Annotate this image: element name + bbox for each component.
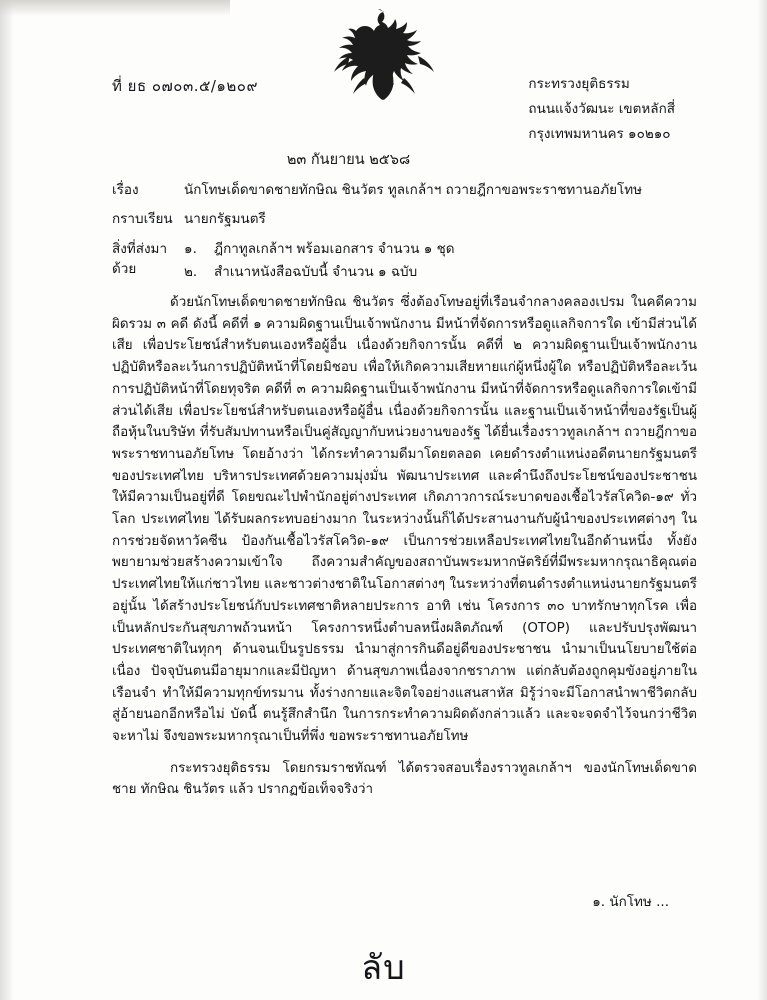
letter-fields xyxy=(112,180,695,294)
body-paragraph-2: กระทรวงยุติธรรม โดยกรมราชทัณฑ์ ได้ตรวจสอบเรื่องราวทูลเกล้าฯ ของนักโทษเด็ดขาดชาย ทักษิณ ชินวัตร แล้ว ปรากฏข้อเท็จจริงว่า xyxy=(112,760,697,798)
enclosure-item xyxy=(184,239,695,259)
garuda-emblem-icon xyxy=(324,8,444,100)
subject-row xyxy=(112,180,695,200)
enclosure-label: สิ่งที่ส่งมาด้วย xyxy=(112,240,168,277)
letterhead-line-3: กรุงเทพมหานคร ๑๐๒๑๐ xyxy=(528,125,671,142)
classification-stamp: ลับ xyxy=(361,948,406,988)
letter-body xyxy=(112,292,697,803)
subject-value: นักโทษเด็ดขาดชายทักษิณ ชินวัตร ทูลเกล้าฯ ถวายฎีกาขอพระราชทานอภัยโทษ xyxy=(184,182,643,198)
enclosure-item xyxy=(184,262,695,282)
document-date: ๒๓ กันยายน ๒๕๖๘ xyxy=(286,152,411,168)
enclosure-item-number: ๑. xyxy=(184,240,197,257)
enclosure-item-text: สำเนาหนังสือฉบับนี้ จำนวน ๑ ฉบับ xyxy=(214,263,418,280)
body-paragraph-1: ด้วยนักโทษเด็ดขาดชายทักษิณ ชินวัตร ซึ่งต้องโทษอยู่ที่เรือนจำกลางคลองเปรม ในคดีความผิดรวม ๓ คดี ดังนี้ คดีที่ ๑ ความผิดฐานเป็นเจ้าพนักงาน มีหน้าที่จัดการหรือดูแลกิจการใด เข้ามีส่วนได้เสีย เพื่อประโยชน์สำหรับตนเองหรือผู้อื่น เนื่องด้วยกิจการนั้น คดีที่ ๒ ความผิดฐานเป็นเจ้าพนักงาน ปฏิบัติหรือละเว้นการปฏิบัติหน้าที่โดยมิชอบ เพื่อให้เกิดความเสียหายแก่ผู้หนึ่งผู้ใด หรือปฏิบัติหรือละเว้นการปฏิบัติหน้าที่โดยทุจริต คดีที่ ๓ ความผิดฐานเป็นเจ้าพนักงาน มีหน้าที่จัดการหรือดูแลกิจการใดเข้ามีส่วนได้เสีย เพื่อประโยชน์สำหรับตนเองหรือผู้อื่น เนื่องด้วยกิจการนั้น และฐานเป็นเจ้าหน้าที่ของรัฐเป็นผู้ถือหุ้นในบริษัท ที่รับสัมปทานหรือเป็นคู่สัญญากับหน่วยงานของรัฐ ได้ยื่นเรื่องราวทูลเกล้าฯ ถวายฎีกาขอพระราชทานอภัยโทษ โดยอ้างว่า ได้กระทำความดีมาโดยตลอด เคยดำรงตำแหน่งอดีตนายกรัฐมนตรีของประเทศไทย บริหารประเทศด้วยความมุ่งมั่น พัฒนาประเทศ และคำนึงถึงประโยชน์ของประชาชนให้มีความเป็นอยู่ที่ดี โดยขณะไปพำนักอยู่ต่างประเทศ เกิดภาวการณ์ระบาดของเชื้อไวรัสโควิด-๑๙ ทั่วโลก ประเทศไทย ได้รับผลกระทบอย่างมาก ในระหว่างนั้นก็ได้ประสานงานกับผู้นำของประเทศต่างๆ ในการช่วยจัดหาวัคซีน ป้องกันเชื้อไวรัสโควิด-๑๙ เป็นการช่วยเหลือประเทศไทยในอีกด้านหนึ่ง ทั้งยังพยายามช่วยสร้างความเข้าใจ ถึงความสำคัญของสถาบันพระมหากษัตริย์ที่มีพระมหากรุณาธิคุณต่อประเทศไทยให้แก่ชาวไทย และชาวต่างชาติในโอกาสต่างๆ ในระหว่างที่ตนดำรงตำแหน่งนายกรัฐมนตรีอยู่นั้น ได้สร้างประโยชน์กับประเทศชาติหลายประการ อาทิ เช่น โครงการ ๓๐ บาทรักษาทุกโรค เพื่อเป็นหลักประกันสุขภาพถ้วนหน้า โครงการหนึ่งตำบลหนึ่งผลิตภัณฑ์ (OTOP) และปรับปรุงพัฒนาประเทศชาติในทุกๆ ด้านจนเป็นรูปธรรม นำมาสู่การกินดีอยู่ดีของประชาชน นำมาเป็นนโยบายใช้ต่อเนื่อง ปัจจุบันตนมีอายุมากและมีปัญหา ด้านสุขภาพเนื่องจากชราภาพ แต่กลับต้องถูกคุมขังอยู่ภายในเรือนจำ ทำให้มีความทุกข์ทรมาน ทั้งร่างกายและจิตใจอย่างแสนสาหัส มิรู้ว่าจะมีโอกาสนำพาชีวิตกลับสู่อ้ายนอกอีกหรือไม่ บัดนี้ ตนรู้สึกสำนึก ในการกระทำความผิดดังกล่าวแล้ว และจะจดจำไว้จนกว่าชีวิตจะหาไม่ จึงขอพระมหากรุณาเป็นที่พึ่ง ขอพระราชทานอภัยโทษ xyxy=(112,295,697,745)
document-number: ที่ ยธ ๐๗๐๓.๕/๑๒๐๙ xyxy=(112,77,258,95)
salutation-value: นายกรัฐมนตรี xyxy=(184,211,266,228)
subject-label: เรื่อง xyxy=(112,182,139,198)
salutation-row xyxy=(112,209,695,229)
letterhead-line-1: กระทรวงยุติธรรม xyxy=(528,76,630,92)
letterhead-address xyxy=(528,72,675,147)
enclosure-list xyxy=(184,239,695,286)
enclosure-item-text: ฎีกาทูลเกล้าฯ พร้อมเอกสาร จำนวน ๑ ชุด xyxy=(214,240,455,257)
enclosure-row xyxy=(112,239,695,286)
page-continuation-note: ๑. นักโทษ ... xyxy=(592,894,669,910)
salutation-label: กราบเรียน xyxy=(112,211,173,228)
letterhead-line-2: ถนนแจ้งวัฒนะ เขตหลักสี่ xyxy=(528,100,675,117)
enclosure-item-number: ๒. xyxy=(184,263,198,280)
scan-artifact xyxy=(0,0,230,16)
